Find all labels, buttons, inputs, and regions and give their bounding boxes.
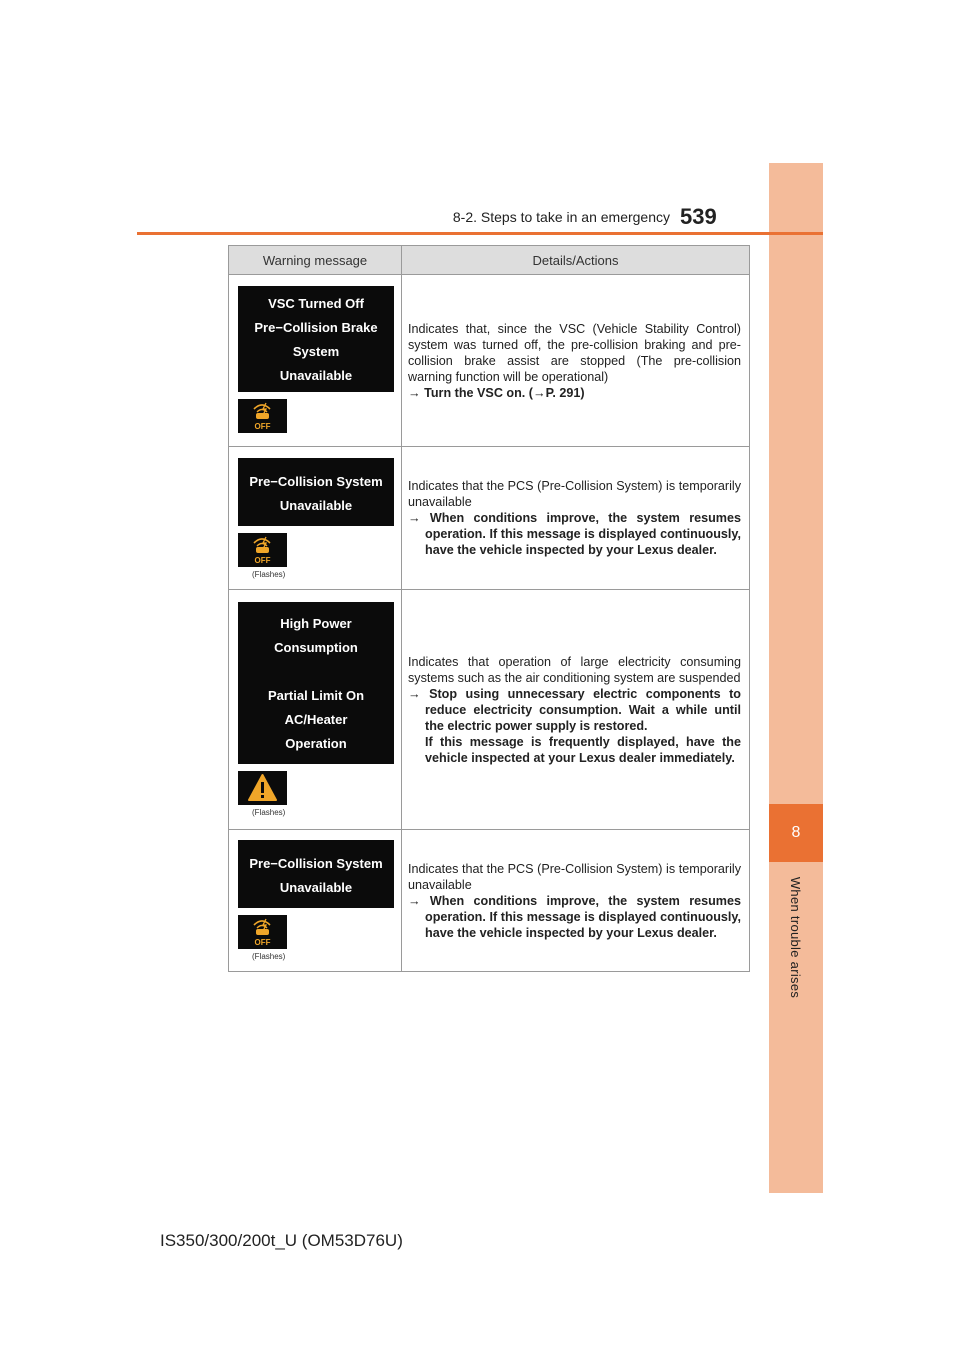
pcs-off-icon [238,399,287,433]
display-screen [238,602,394,764]
screen-line: Unavailable [279,497,353,513]
action-line: If this message is frequently displayed, have the vehicle inspected at your Lexus dealer immediately. [425,734,741,765]
screen-line: Unavailable [279,880,353,895]
action-line: → When conditions improve, the system resumes operation. If this message is displayed continuously, have the vehicle inspected by your Lexus dealer. [408,511,741,557]
pcs-off-icon [238,915,287,949]
action-line: → When conditions improve, the system resumes operation. If this message is displayed continuously, have the vehicle inspected by your Lexus dealer. [408,893,741,940]
details-cell [402,590,750,830]
action-line: → Turn the VSC on. (→P. 291) [408,385,585,400]
message-cell [229,447,402,590]
action-text [408,893,741,941]
screen-line: Consumption [274,640,358,655]
screen-line: System [292,343,340,359]
description: Indicates that the PCS (Pre-Collision System) is temporarily unavailable [408,479,741,509]
table-row [229,830,750,972]
svg-text:OFF: OFF [254,421,271,431]
message-cell [229,590,402,830]
svg-text:OFF: OFF [254,938,271,947]
pcs-off-icon [238,533,287,567]
flashes-note: (Flashes) [252,808,286,817]
chapter-title: When trouble arises [788,876,804,999]
column-header-message: Warning message [229,246,402,275]
section-title: 8-2. Steps to take in an emergency [452,209,670,225]
message-cell [229,275,402,447]
table-row [229,275,750,447]
warning-triangle-icon [238,771,287,805]
chapter-side-tab [769,163,823,1193]
svg-text:OFF: OFF [254,555,271,565]
table-row [229,447,750,590]
footer-model-code: IS350/300/200t_U (OM53D76U) [160,1231,403,1250]
screen-line: Pre−Collision System [249,856,383,871]
table-header-row [229,246,750,275]
description: Indicates that operation of large electricity consuming systems such as the air conditioning system are suspended [408,654,741,685]
description: Indicates that, since the VSC (Vehicle Stability Control) system was turned off, the pre-collision braking and pre-collision brake assist are stopped (The pre-collision warning function will be operational) [408,321,741,384]
action-text [408,510,741,558]
header-rule [137,232,823,235]
column-header-details: Details/Actions [402,246,750,275]
action-text [408,385,741,401]
flashes-note: (Flashes) [252,952,286,961]
screen-line: High Power [280,616,352,631]
screen-line: VSC Turned Off [268,295,364,311]
screen-line: AC/Heater [284,712,348,727]
screen-spacer [238,660,394,684]
screen-line: Unavailable [279,367,353,383]
details-cell [402,830,750,972]
table-row [229,590,750,830]
display-screen [238,458,394,526]
description: Indicates that the PCS (Pre-Collision System) is temporarily unavailable [408,861,741,892]
warning-message-table [228,245,750,972]
screen-line: Pre−Collision System [249,473,383,489]
chapter-number: 8 [769,804,823,862]
display-screen [238,840,394,908]
screen-line: Pre−Collision Brake [254,319,378,335]
screen-line: Partial Limit On [267,688,365,703]
message-cell [229,830,402,972]
action-line: → Stop using unnecessary electric components to reduce electricity consumption. Wait a while until the electric power supply is restored. [408,686,741,733]
action-text [408,686,741,766]
details-cell [402,275,750,447]
chapter-title-vertical [785,870,807,1005]
page-number: 539 [680,204,717,229]
screen-line: Operation [285,736,347,751]
details-cell [402,447,750,590]
display-screen [238,286,394,392]
flashes-note: (Flashes) [252,569,286,579]
